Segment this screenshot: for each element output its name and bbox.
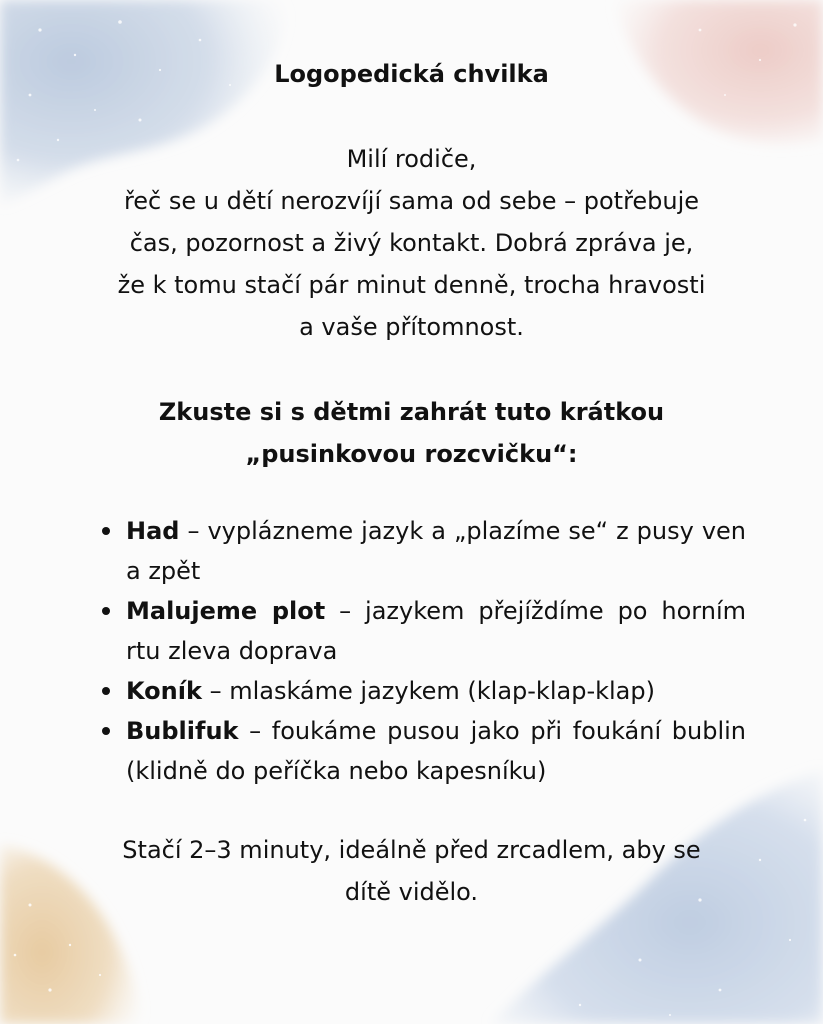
closing-line: Stačí 2–3 minuty, ideálně před zrcadlem, aby se	[122, 836, 701, 864]
closing-paragraph	[60, 829, 763, 913]
exercise-term: Malujeme plot	[126, 597, 326, 625]
intro-line: Milí rodiče,	[346, 145, 477, 173]
list-item	[98, 591, 746, 671]
exercise-list	[98, 511, 746, 791]
exercise-term: Bublifuk	[126, 717, 239, 745]
exercise-description: – foukáme pusou jako při foukání bublin (klidně do peříčka nebo kapesníku)	[126, 717, 746, 785]
list-item	[98, 671, 746, 711]
intro-paragraph	[60, 138, 763, 348]
list-item	[98, 511, 746, 591]
exercise-description: – jazykem přejíždíme po horním rtu zleva doprava	[126, 597, 747, 665]
exercise-heading-line: „pusinkovou rozcvičku“:	[245, 440, 578, 468]
closing-line: dítě vidělo.	[344, 878, 479, 906]
intro-line: že k tomu stačí pár minut denně, trocha hravosti	[117, 271, 706, 299]
exercise-term: Koník	[126, 677, 202, 705]
bullet-icon	[102, 607, 110, 615]
page-title: Logopedická chvilka	[274, 60, 549, 88]
bullet-icon	[102, 687, 110, 695]
exercise-heading-line: Zkuste si s dětmi zahrát tuto krátkou	[158, 398, 665, 426]
exercise-heading	[60, 391, 763, 475]
exercise-description: – vyplázneme jazyk a „plazíme se“ z pusy ven a zpět	[126, 517, 746, 585]
bullet-icon	[102, 527, 110, 535]
intro-line: řeč se u dětí nerozvíjí sama od sebe – potřebuje	[123, 187, 700, 215]
list-item	[98, 711, 746, 791]
exercise-term: Had	[126, 517, 180, 545]
bullet-icon	[102, 727, 110, 735]
exercise-description: – mlaskáme jazykem (klap-klap-klap)	[201, 677, 655, 705]
intro-line: čas, pozornost a živý kontakt. Dobrá zpráva je,	[129, 229, 694, 257]
intro-line: a vaše přítomnost.	[299, 313, 524, 341]
